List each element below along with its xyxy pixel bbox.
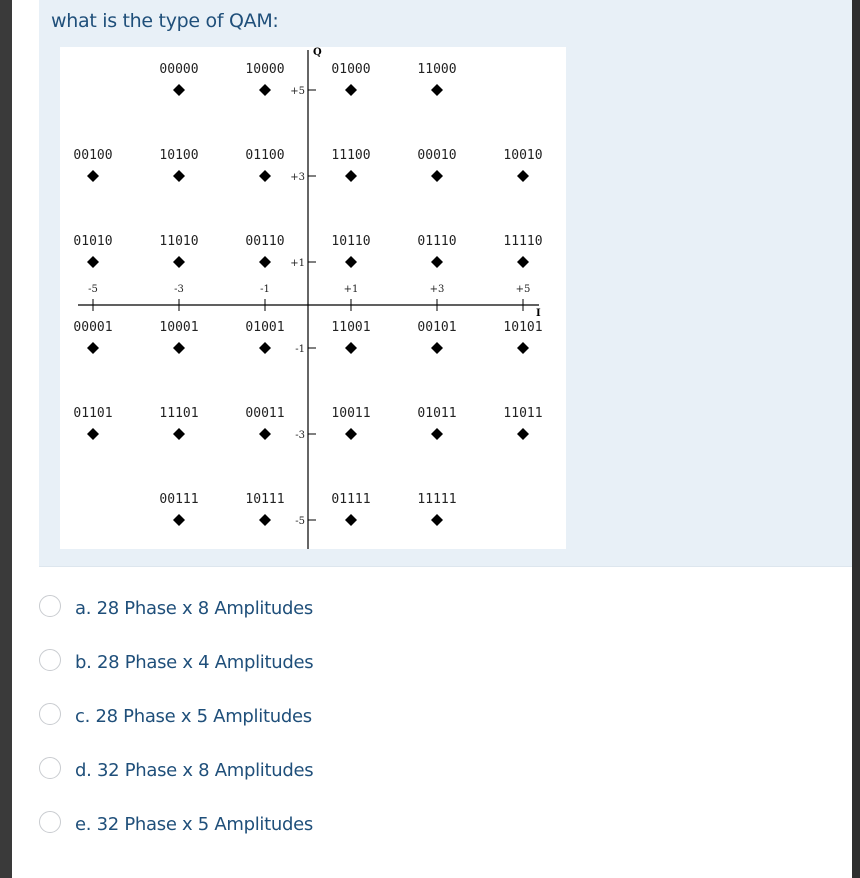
point-label: 00011 — [245, 406, 285, 421]
constellation-point — [87, 342, 99, 354]
constellation-point — [87, 256, 99, 268]
answer-list — [39, 590, 639, 860]
constellation-point — [517, 256, 529, 268]
constellation-point — [345, 256, 357, 268]
constellation-point — [517, 170, 529, 182]
answer-option-b[interactable] — [39, 644, 639, 698]
constellation-point — [345, 428, 357, 440]
x-tick-label: +5 — [515, 284, 531, 295]
point-label: 11011 — [503, 406, 543, 421]
answer-label-d[interactable]: d. 32 Phase x 8 Amplitudes — [75, 760, 314, 781]
x-tick-label: +3 — [429, 284, 445, 295]
y-tick-label: +1 — [290, 258, 305, 269]
answer-label-a[interactable]: a. 28 Phase x 8 Amplitudes — [75, 598, 313, 619]
x-tick-label: -3 — [174, 284, 184, 295]
answer-label-e[interactable]: e. 32 Phase x 5 Amplitudes — [75, 814, 313, 835]
question-box — [39, 0, 860, 567]
point-label: 11010 — [159, 234, 199, 249]
y-tick-label: +3 — [290, 172, 305, 183]
radio-c[interactable] — [39, 703, 61, 725]
radio-d[interactable] — [39, 757, 61, 779]
point-label: 00001 — [73, 320, 113, 335]
point-label: 01110 — [417, 234, 457, 249]
point-label: 01111 — [331, 492, 371, 507]
constellation-point — [431, 428, 443, 440]
point-label: 10110 — [331, 234, 371, 249]
y-tick-label: -3 — [295, 430, 305, 441]
answer-option-c[interactable] — [39, 698, 639, 752]
point-label: 01000 — [331, 62, 371, 77]
constellation-point — [259, 256, 271, 268]
constellation-point — [173, 84, 185, 96]
point-label: 10111 — [245, 492, 285, 507]
constellation-point — [431, 256, 443, 268]
point-label: 00101 — [417, 320, 457, 335]
point-label: 10101 — [503, 320, 543, 335]
point-label: 00111 — [159, 492, 199, 507]
constellation-point — [345, 514, 357, 526]
answer-option-e[interactable] — [39, 806, 639, 860]
constellation-point — [431, 514, 443, 526]
answer-option-a[interactable] — [39, 590, 639, 644]
radio-e[interactable] — [39, 811, 61, 833]
question-text: what is the type of QAM: — [51, 10, 279, 32]
constellation-point — [345, 342, 357, 354]
y-tick-label: -5 — [295, 516, 305, 527]
answer-label-b[interactable]: b. 28 Phase x 4 Amplitudes — [75, 652, 314, 673]
constellation-point — [173, 342, 185, 354]
constellation-point — [345, 170, 357, 182]
point-label: 01001 — [245, 320, 285, 335]
constellation-point — [87, 170, 99, 182]
constellation-point — [173, 256, 185, 268]
i-axis-label: I — [536, 308, 541, 319]
constellation-point — [259, 514, 271, 526]
point-label: 11111 — [417, 492, 457, 507]
radio-a[interactable] — [39, 595, 61, 617]
point-label: 10100 — [159, 148, 199, 163]
q-axis-label: Q — [313, 47, 322, 58]
constellation-svg — [60, 47, 566, 549]
constellation-point — [517, 342, 529, 354]
answer-option-d[interactable] — [39, 752, 639, 806]
point-label: 00000 — [159, 62, 199, 77]
quiz-page — [12, 0, 860, 878]
constellation-point — [259, 170, 271, 182]
point-label: 01101 — [73, 406, 113, 421]
point-label: 11000 — [417, 62, 457, 77]
y-tick-label: +5 — [290, 86, 305, 97]
constellation-point — [173, 514, 185, 526]
point-label: 01100 — [245, 148, 285, 163]
constellation-point — [87, 428, 99, 440]
point-label: 10010 — [503, 148, 543, 163]
point-label: 10001 — [159, 320, 199, 335]
constellation-point — [259, 342, 271, 354]
x-tick-label: -5 — [88, 284, 98, 295]
point-label: 11110 — [503, 234, 543, 249]
constellation-point — [259, 84, 271, 96]
constellation-point — [173, 170, 185, 182]
point-label: 00110 — [245, 234, 285, 249]
point-label: 00010 — [417, 148, 457, 163]
point-label: 00100 — [73, 148, 113, 163]
constellation-point — [431, 84, 443, 96]
point-label: 11100 — [331, 148, 371, 163]
point-label: 10011 — [331, 406, 371, 421]
point-label: 11001 — [331, 320, 371, 335]
constellation-point — [345, 84, 357, 96]
y-tick-label: -1 — [295, 344, 305, 355]
constellation-diagram — [60, 47, 566, 549]
point-label: 01010 — [73, 234, 113, 249]
x-tick-label: -1 — [260, 284, 270, 295]
constellation-point — [431, 170, 443, 182]
constellation-point — [431, 342, 443, 354]
radio-b[interactable] — [39, 649, 61, 671]
point-label: 11101 — [159, 406, 199, 421]
window-edge — [852, 0, 860, 878]
answer-label-c[interactable]: c. 28 Phase x 5 Amplitudes — [75, 706, 312, 727]
point-label: 01011 — [417, 406, 457, 421]
point-label: 10000 — [245, 62, 285, 77]
constellation-point — [517, 428, 529, 440]
constellation-point — [173, 428, 185, 440]
constellation-point — [259, 428, 271, 440]
x-tick-label: +1 — [343, 284, 359, 295]
